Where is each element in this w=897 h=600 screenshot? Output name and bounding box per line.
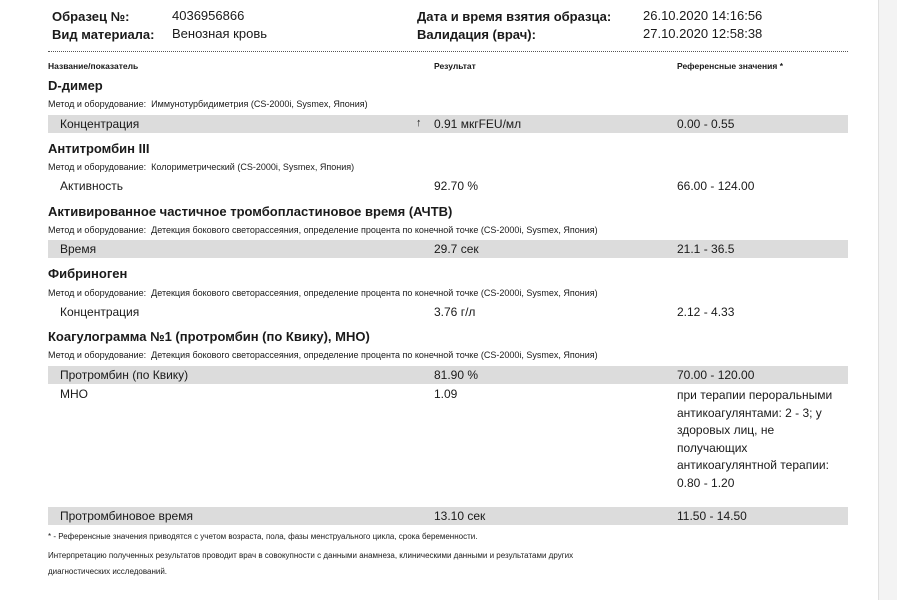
row-result: 29.7 сек xyxy=(434,242,479,256)
interpretation-note-line1: Интерпретацию полученных результатов проводит врач в совокупности с данными анамнеза, клиническими данными и результатами других xyxy=(48,551,574,560)
method-line-d-dimer xyxy=(48,99,368,109)
table-row xyxy=(48,507,848,525)
section-title-coagulogram: Коагулограмма №1 (протромбин (по Квику), МНО) xyxy=(48,329,370,344)
interpretation-note-line2: диагностических исследований. xyxy=(48,567,168,576)
high-flag-icon: ↑ xyxy=(416,117,422,129)
method-label: Метод и оборудование: xyxy=(48,225,147,235)
method-value: Детекция бокового светорассеяния, определение процента по конечной точке (CS-2000i, Sysmex, Япония) xyxy=(151,288,598,298)
method-label: Метод и оборудование: xyxy=(48,288,147,298)
sample-datetime-value: 26.10.2020 14:16:56 xyxy=(643,8,763,23)
row-reference-multiline: при терапии пероральными антикоагулянтами: 2 - 3; у здоровых лиц, не получающих антикоагулянтной терапии: 0.80 - 1.20 xyxy=(677,388,833,490)
row-result: 92.70 % xyxy=(434,179,479,193)
row-reference: 70.00 - 120.00 xyxy=(677,368,755,382)
method-line-antithrombin xyxy=(48,162,354,172)
row-name: МНО xyxy=(60,387,88,401)
row-result: 1.09 xyxy=(434,387,458,401)
page-edge xyxy=(878,0,897,600)
method-label: Метод и оборудование: xyxy=(48,99,147,109)
column-result-header: Результат xyxy=(434,61,476,71)
row-result: 81.90 % xyxy=(434,368,479,382)
method-label: Метод и оборудование: xyxy=(48,350,147,360)
row-result: 0.91 мкгFEU/мл xyxy=(434,117,522,131)
row-name: Концентрация xyxy=(60,305,140,319)
row-result: 13.10 сек xyxy=(434,509,486,523)
material-label: Вид материала: xyxy=(52,27,155,42)
method-value: Детекция бокового светорассеяния, определение процента по конечной точке (CS-2000i, Sysmex, Япония) xyxy=(151,225,598,235)
material-value: Венозная кровь xyxy=(172,26,268,41)
method-line-aptt xyxy=(48,225,598,235)
table-row xyxy=(48,240,848,258)
validation-value: 27.10.2020 12:58:38 xyxy=(643,26,763,41)
sample-number-label: Образец №: xyxy=(52,9,130,24)
method-value: Иммунотурбидиметрия (CS-2000i, Sysmex, Япония) xyxy=(151,99,368,109)
row-name: Протромбиновое время xyxy=(60,509,193,523)
validation-label: Валидация (врач): xyxy=(417,27,536,42)
section-title-d-dimer: D-димер xyxy=(48,78,103,93)
section-title-aptt: Активированное частичное тромбопластиновое время (АЧТВ) xyxy=(48,204,453,219)
method-value: Детекция бокового светорассеяния, определение процента по конечной точке (CS-2000i, Sysmex, Япония) xyxy=(151,350,598,360)
row-name: Время xyxy=(60,242,97,256)
table-row xyxy=(48,366,848,384)
table-row xyxy=(48,115,848,133)
row-result: 3.76 г/л xyxy=(434,305,476,319)
method-label: Метод и оборудование: xyxy=(48,162,147,172)
column-reference-header: Референсные значения * xyxy=(677,61,784,71)
section-title-antithrombin: Антитромбин III xyxy=(48,141,150,156)
sample-datetime-label: Дата и время взятия образца: xyxy=(417,9,612,24)
method-line-fibrinogen xyxy=(48,288,598,298)
row-reference: 11.50 - 14.50 xyxy=(677,509,747,523)
reference-footnote: * - Референсные значения приводятся с учетом возраста, пола, фазы менструального цикла, срока беременности. xyxy=(48,532,478,541)
method-line-coagulogram xyxy=(48,350,598,360)
section-title-fibrinogen: Фибриноген xyxy=(48,266,128,281)
header-divider xyxy=(48,51,848,52)
row-name: Протромбин (по Квику) xyxy=(60,368,189,382)
row-reference: 66.00 - 124.00 xyxy=(677,179,755,193)
row-name: Концентрация xyxy=(60,117,140,131)
row-reference: 0.00 - 0.55 xyxy=(677,117,735,131)
sample-number-value: 4036956866 xyxy=(172,8,245,23)
row-reference: 21.1 - 36.5 xyxy=(677,242,735,256)
row-reference: 2.12 - 4.33 xyxy=(677,305,735,319)
method-value: Колориметрический (CS-2000i, Sysmex, Япония) xyxy=(151,162,355,172)
row-name: Активность xyxy=(60,179,124,193)
column-name-header: Название/показатель xyxy=(48,61,139,71)
